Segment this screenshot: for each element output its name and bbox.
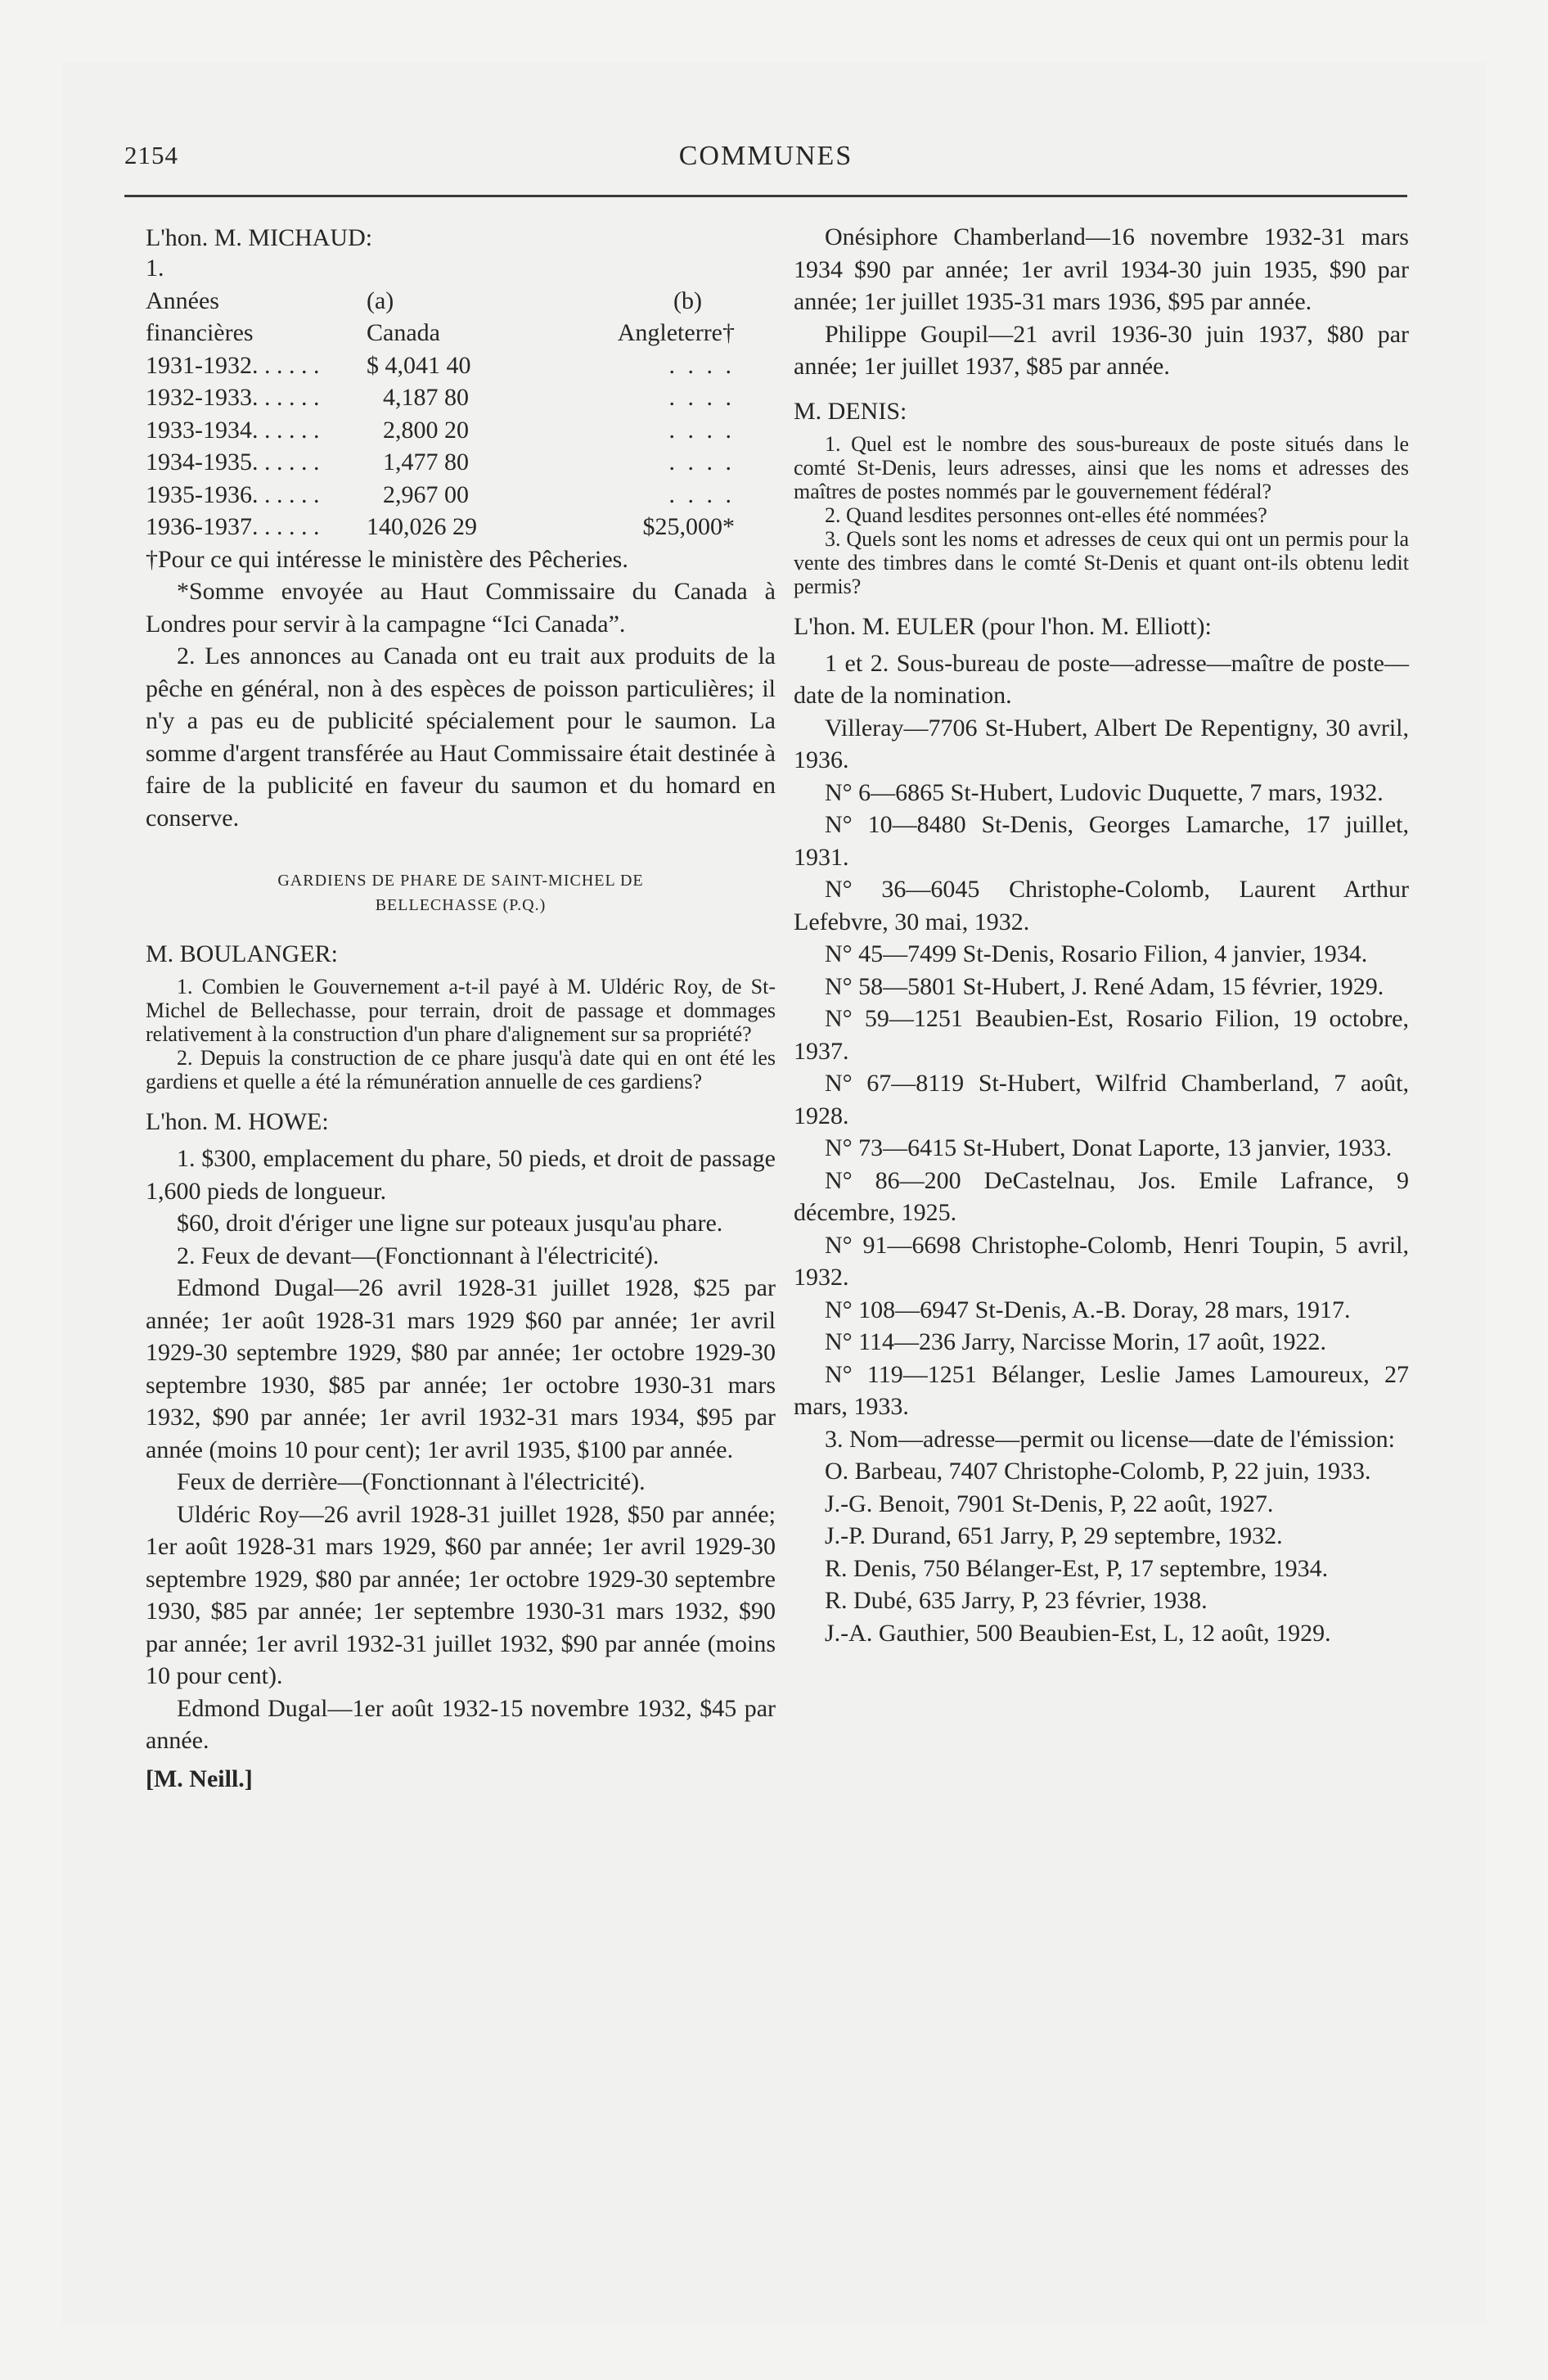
cell-england: . . . . [668,480,735,508]
col-header-years-2: financières [146,319,254,346]
answer-1b: $60, droit d'ériger une ligne sur poteaux jusqu'au phare. [177,1210,723,1237]
list-item: N° 86—200 DeCastelnau, Jos. Emile Lafrance, 9 décembre, 1925. [794,1166,1409,1226]
list-item: N° 10—8480 St-Denis, Georges Lamarche, 17 juillet, 1931. [794,811,1409,871]
finance-table [146,285,735,543]
list-item: N° 67—8119 St-Hubert, Wilfrid Chamberland, 7 août, 1928. [794,1070,1409,1129]
list-item: Villeray—7706 St-Hubert, Albert De Repentigny, 30 avril, 1936. [794,714,1409,773]
speaker-michaud: L'hon. M. MICHAUD: [146,224,373,251]
cell-year: 1935-1936. . . . . . [146,480,320,508]
list-item: N° 6—6865 St-Hubert, Ludovic Duquette, 7 mars, 1932. [825,778,1384,806]
cell-canada: 2,800 20 [383,416,469,444]
permit-item: O. Barbeau, 7407 Christophe-Colomb, P, 22 juin, 1933. [825,1458,1371,1485]
permit-item: J.-A. Gauthier, 500 Beaubien-Est, L, 12 août, 1929. [825,1619,1331,1647]
header-rule [124,195,1407,197]
list-item: N° 73—6415 St-Hubert, Donat Laporte, 13 janvier, 1933. [825,1134,1393,1161]
permit-item: J.-P. Durand, 651 Jarry, P, 29 septembre, 1932. [825,1522,1283,1549]
cell-canada: 4,187 80 [383,384,469,411]
cell-england: . . . . [668,384,735,411]
cell-england: $25,000* [642,513,735,540]
section-caption [146,868,776,917]
answer-2e: Edmond Dugal—1er août 1932-15 novembre 1932, $45 par année. [146,1694,776,1754]
cell-england: . . . . [668,351,735,379]
answer-2: 2. Feux de devant—(Fonctionnant à l'électricité). [177,1242,659,1269]
footnote-dagger: †Pour ce qui intéresse le ministère des Pêcheries. [146,545,628,573]
col-header-canada: Canada [367,319,440,346]
permit-item: R. Denis, 750 Bélanger-Est, P, 17 septembre, 1934. [825,1554,1329,1582]
footnote-asterisk: *Somme envoyée au Haut Commissaire du Canada à Londres pour servir à la campagne “Ici Canada”. [146,578,776,638]
speaker-howe: L'hon. M. HOWE: [146,1108,329,1135]
table-row [146,349,735,382]
cell-year: 1932-1933. . . . . . [146,384,320,411]
table-row [146,381,735,414]
permit-item: R. Dubé, 635 Jarry, P, 23 février, 1938. [825,1587,1208,1614]
denis-question-3: 3. Quels sont les noms et adresses de ceux qui ont un permis pour la vente des timbres dans le comté St-Denis et quant ont-ils obtenu ledit permis? [794,526,1409,598]
table-row [146,414,735,447]
running-head: COMMUNES [678,141,853,171]
cell-canada: 1,477 80 [383,449,469,476]
speaker-euler: L'hon. M. EULER (pour l'hon. M. Elliott): [794,612,1212,640]
cell-year: 1933-1934. . . . . . [146,416,320,444]
answer-2c: Feux de derrière—(Fonctionnant à l'électricité). [177,1468,646,1495]
right-column [794,221,1409,1649]
permit-item: J.-G. Benoit, 7901 St-Denis, P, 22 août, 1927. [825,1490,1274,1517]
answer-paragraph-2: 2. Les annonces au Canada ont eu trait aux produits de la pêche en général, non à des espèces de poisson particulières; il n'y a pas eu de publicité spécialement pour le saumon. La somme d'argent transférée au Haut Commissaire était destinée à faire de la publicité en faveur du saumon et du homard en conserve. [146,642,776,832]
table-row [146,446,735,479]
list-item: N° 45—7499 St-Denis, Rosario Filion, 4 janvier, 1934. [825,940,1368,967]
cell-year: 1931-1932. . . . . . [146,351,320,379]
list-item: N° 59—1251 Beaubien-Est, Rosario Filion, 19 octobre, 1937. [794,1005,1409,1065]
question-2: 2. Depuis la construction de ce phare jusqu'à date qui en ont été les gardiens et quelle a été la rémunération annuelle de ces gardiens? [146,1046,776,1093]
euler-answer-1: 1 et 2. Sous-bureau de poste—adresse—maître de poste—date de la nomination. [794,649,1409,709]
table-row [146,511,735,543]
list-item: N° 114—236 Jarry, Narcisse Morin, 17 août, 1922. [825,1328,1327,1355]
col-header-a: (a) [367,286,394,314]
answer-1: 1. $300, emplacement du phare, 50 pieds, et droit de passage 1,600 pieds de longueur. [146,1145,776,1205]
answer-2b: Edmond Dugal—26 avril 1928-31 juillet 1928, $25 par année; 1er août 1928-31 mars 1929 $60 par année; 1er avril 1929-30 septembre 1929, $80 par année; 1er octobre 1929-30 septembre 1930, $85 par année; 1er octobre 1930-31 mars 1932, $90 par année; 1er avril 1932-31 mars 1934, $95 par année (moins 10 pour cent); 1er avril 1935, $100 par année. [146,1274,776,1463]
col-header-years: Années [146,286,219,314]
denis-question-1: 1. Quel est le nombre des sous-bureaux de poste situés dans le comté St-Denis, leurs adresses, ainsi que les noms et adresses des maîtres de postes nommés par le gouvernement fédéral? [794,431,1409,503]
cell-canada: 2,967 00 [383,480,469,508]
cell-year: 1934-1935. . . . . . [146,449,320,476]
caption-line-2: BELLECHASSE (P.Q.) [375,896,547,914]
table-header-row [146,285,735,318]
signature: [M. Neill.] [146,1765,253,1792]
speaker-boulanger: M. BOULANGER: [146,940,339,967]
table-row [146,479,735,512]
col-header-b: (b) [673,286,702,314]
list-item: N° 108—6947 St-Denis, A.-B. Doray, 28 mars, 1917. [825,1296,1351,1323]
cell-year: 1936-1937. . . . . . [146,513,320,540]
col-header-angleterre: Angleterre† [617,319,735,346]
speaker-denis: M. DENIS: [794,397,907,425]
caption-line-1: GARDIENS DE PHARE DE SAINT-MICHEL DE [277,872,644,890]
question-1: 1. Combien le Gouvernement a-t-il payé à M. Uldéric Roy, de St-Michel de Bellechasse, pour terrain, droit de passage et dommages relativement à la construction d'un phare d'alignement sur sa propriété? [146,975,776,1046]
page-header [124,141,1407,190]
list-item: N° 58—5801 St-Hubert, J. René Adam, 15 février, 1929. [825,972,1384,1000]
cell-england: . . . . [668,449,735,476]
euler-answer-3: 3. Nom—adresse—permit ou license—date de l'émission: [825,1425,1395,1453]
right-para-2: Philippe Goupil—21 avril 1936-30 juin 1937, $80 par année; 1er juillet 1937, $85 par année. [794,320,1409,380]
right-para-1: Onésiphore Chamberland—16 novembre 1932-31 mars 1934 $90 par année; 1er avril 1934-30 juin 1935, $90 par année; 1er juillet 1935-31 mars 1936, $95 par année. [794,223,1409,315]
cell-canada: 140,026 29 [367,513,477,540]
cell-canada: $ 4,041 40 [367,351,471,379]
list-item: N° 36—6045 Christophe-Colomb, Laurent Arthur Lefebvre, 30 mai, 1932. [794,876,1409,935]
list-item: N° 91—6698 Christophe-Colomb, Henri Toupin, 5 avril, 1932. [794,1231,1409,1291]
list-item: N° 119—1251 Bélanger, Leslie James Lamoureux, 27 mars, 1933. [794,1360,1409,1420]
item-number: 1. [146,255,164,282]
table-header-row [146,317,735,349]
answer-2d: Uldéric Roy—26 avril 1928-31 juillet 1928, $50 par année; 1er août 1928-31 mars 1929, $60 par année; 1er avril 1929-30 septembre 1929, $80 par année; 1er octobre 1929-30 septembre 1930, $85 par année; 1er septembre 1930-31 mars 1932, $90 par année; 1er avril 1932-31 juillet 1932, $90 par année (moins 10 pour cent). [146,1500,776,1689]
page-number: 2154 [124,141,178,169]
cell-england: . . . . [668,416,735,444]
left-column [146,221,776,1793]
denis-question-2: 2. Quand lesdites personnes ont-elles été nommées? [825,503,1267,527]
